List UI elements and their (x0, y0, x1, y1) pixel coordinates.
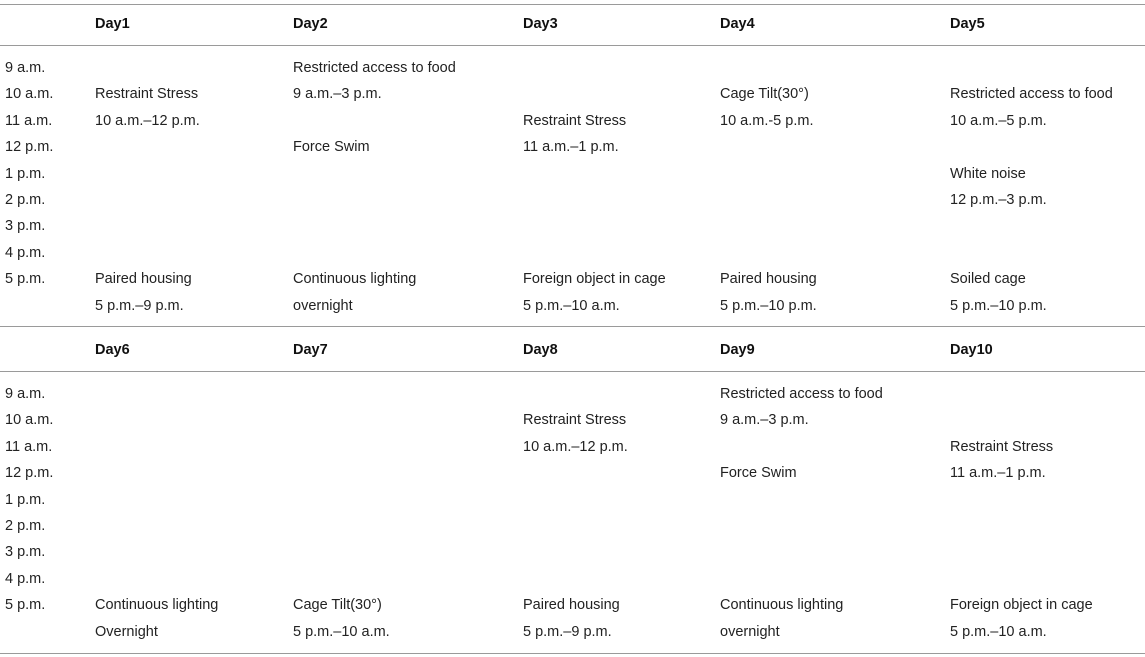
schedule-cell: 10 a.m.–5 p.m. (950, 112, 1047, 129)
schedule-cell (523, 566, 628, 592)
schedule-cell (720, 161, 817, 187)
header-day4: Day4 (720, 16, 755, 32)
schedule-cell (293, 108, 456, 134)
schedule-cell: 5 p.m.–10 p.m. (950, 297, 1047, 314)
time-column-1 (5, 55, 53, 293)
schedule-cell: Force Swim (720, 465, 797, 482)
schedule-cell (720, 187, 817, 213)
schedule-cell (95, 566, 218, 592)
schedule-cell: Restraint Stress (950, 438, 1054, 455)
table-bottom-rule (0, 653, 1145, 654)
schedule-cell: Continuous lighting (95, 597, 219, 614)
schedule-cell: 10 a.m.-5 p.m. (720, 112, 814, 129)
schedule-cell (293, 187, 456, 213)
schedule-cell (523, 381, 628, 407)
schedule-cell: 5 p.m.–10 p.m. (720, 297, 817, 314)
header-day8: Day8 (523, 342, 558, 358)
time-cell: 5 p.m. (5, 271, 46, 288)
schedule-cell (293, 539, 390, 565)
schedule-cell (950, 487, 1093, 513)
time-cell: 5 p.m. (5, 597, 46, 614)
header-rule-1 (0, 45, 1145, 46)
day7-column (293, 381, 390, 645)
schedule-cell (523, 539, 628, 565)
schedule-cell: Soiled cage (950, 271, 1026, 288)
time-cell: 11 a.m. (5, 438, 53, 455)
schedule-cell: Restricted access to food (293, 60, 456, 76)
time-cell: 4 p.m. (5, 570, 46, 587)
time-column-2 (5, 381, 53, 619)
schedule-cell: Foreign object in cage (523, 271, 666, 288)
schedule-cell: Continuous lighting (720, 597, 844, 614)
schedule-cell: 11 a.m.–1 p.m. (950, 465, 1046, 482)
day9-column (720, 381, 883, 645)
schedule-cell: Cage Tilt(30°) (720, 86, 809, 103)
schedule-cell (720, 566, 883, 592)
schedule-cell: Paired housing (523, 597, 620, 614)
time-cell: 10 a.m. (5, 86, 54, 103)
schedule-cell: 9 a.m.–3 p.m. (720, 412, 809, 429)
schedule-cell: 10 a.m.–12 p.m. (95, 112, 200, 129)
schedule-cell (95, 134, 200, 160)
schedule-cell (293, 434, 390, 460)
schedule-cell: overnight (293, 297, 353, 314)
schedule-cell: Cage Tilt(30°) (293, 597, 382, 614)
schedule-cell: 10 a.m.–12 p.m. (523, 438, 628, 455)
schedule-cell (95, 487, 218, 513)
schedule-cell (523, 213, 666, 239)
day6-column (95, 381, 218, 645)
schedule-cell (95, 213, 200, 239)
schedule-cell: Paired housing (720, 271, 817, 288)
schedule-cell (950, 55, 1113, 81)
schedule-cell (293, 240, 456, 266)
schedule-cell (950, 240, 1113, 266)
day1-column (95, 55, 200, 319)
schedule-cell: 9 a.m.–3 p.m. (293, 86, 382, 103)
schedule-cell (720, 134, 817, 160)
day5-column (950, 55, 1113, 319)
schedule-cell (720, 240, 817, 266)
time-cell: 4 p.m. (5, 244, 46, 261)
schedule-cell (293, 460, 390, 486)
schedule-cell (293, 213, 456, 239)
time-cell: 12 p.m. (5, 139, 54, 156)
day2-column (293, 55, 456, 319)
schedule-cell (720, 55, 817, 81)
schedule-cell: Restraint Stress (523, 412, 627, 429)
schedule-cell: White noise (950, 165, 1026, 182)
time-cell: 3 p.m. (5, 218, 46, 235)
header-day10: Day10 (950, 342, 993, 358)
block-divider-rule (0, 326, 1145, 327)
header-day2: Day2 (293, 16, 328, 32)
schedule-cell: Restricted access to food (950, 86, 1113, 103)
schedule-cell (95, 381, 218, 407)
day3-column (523, 55, 666, 319)
schedule-cell (523, 161, 666, 187)
schedule-cell (950, 513, 1093, 539)
time-cell: 12 p.m. (5, 465, 54, 482)
schedule-cell (293, 487, 390, 513)
header-rule-2 (0, 371, 1145, 372)
schedule-cell: 5 p.m.–9 p.m. (523, 623, 612, 640)
header-day1: Day1 (95, 16, 130, 32)
schedule-cell (950, 134, 1113, 160)
schedule-cell (95, 460, 218, 486)
header-day6: Day6 (95, 342, 130, 358)
schedule-cell (293, 381, 390, 407)
schedule-cell (523, 240, 666, 266)
header-day7: Day7 (293, 342, 328, 358)
schedule-cell (950, 566, 1093, 592)
schedule-cell (950, 407, 1093, 433)
schedule-cell: Force Swim (293, 139, 370, 156)
schedule-cell: 5 p.m.–10 a.m. (950, 623, 1047, 640)
schedule-cell (950, 381, 1093, 407)
schedule-cell: 5 p.m.–10 a.m. (523, 297, 620, 314)
schedule-cell (95, 434, 218, 460)
schedule-cell: 5 p.m.–9 p.m. (95, 297, 184, 314)
time-cell: 1 p.m. (5, 491, 46, 508)
schedule-cell (950, 539, 1093, 565)
time-cell: 2 p.m. (5, 517, 46, 534)
schedule-cell: Paired housing (95, 271, 192, 288)
schedule-cell: overnight (720, 623, 780, 640)
schedule-cell: 12 p.m.–3 p.m. (950, 191, 1047, 208)
schedule-cell: Restraint Stress (523, 112, 627, 129)
schedule-cell (95, 513, 218, 539)
schedule-cell (95, 55, 200, 81)
schedule-cell (95, 240, 200, 266)
header-day9: Day9 (720, 342, 755, 358)
schedule-cell: Overnight (95, 623, 158, 640)
schedule-cell (523, 187, 666, 213)
time-cell: 1 p.m. (5, 165, 46, 182)
time-cell: 9 a.m. (5, 60, 46, 76)
schedule-cell (720, 539, 883, 565)
schedule-cell (95, 539, 218, 565)
day8-column (523, 381, 628, 645)
header-day3: Day3 (523, 16, 558, 32)
schedule-cell (720, 213, 817, 239)
day10-column (950, 381, 1093, 645)
schedule-cell: Continuous lighting (293, 271, 417, 288)
schedule-cell (95, 161, 200, 187)
time-cell: 10 a.m. (5, 412, 54, 429)
schedule-cell (293, 161, 456, 187)
day4-column (720, 55, 817, 319)
time-cell: 2 p.m. (5, 191, 46, 208)
schedule-cell (950, 213, 1113, 239)
schedule-cell (293, 407, 390, 433)
schedule-cell: 5 p.m.–10 a.m. (293, 623, 390, 640)
schedule-cell (720, 513, 883, 539)
schedule-cell (95, 187, 200, 213)
schedule-cell: Foreign object in cage (950, 597, 1093, 614)
table-top-rule (0, 4, 1145, 5)
time-cell: 3 p.m. (5, 544, 46, 561)
schedule-cell (523, 513, 628, 539)
schedule-cell (720, 487, 883, 513)
header-day5: Day5 (950, 16, 985, 32)
schedule-cell: Restraint Stress (95, 86, 199, 103)
schedule-cell (95, 407, 218, 433)
schedule-cell (523, 81, 666, 107)
schedule-cell (293, 513, 390, 539)
time-cell: 11 a.m. (5, 112, 53, 129)
schedule-cell: Restricted access to food (720, 386, 883, 402)
schedule-cell (523, 55, 666, 81)
schedule-cell (293, 566, 390, 592)
schedule-cell: 11 a.m.–1 p.m. (523, 139, 619, 156)
schedule-cell (720, 434, 883, 460)
time-cell: 9 a.m. (5, 386, 46, 402)
schedule-cell (523, 487, 628, 513)
schedule-cell (523, 460, 628, 486)
